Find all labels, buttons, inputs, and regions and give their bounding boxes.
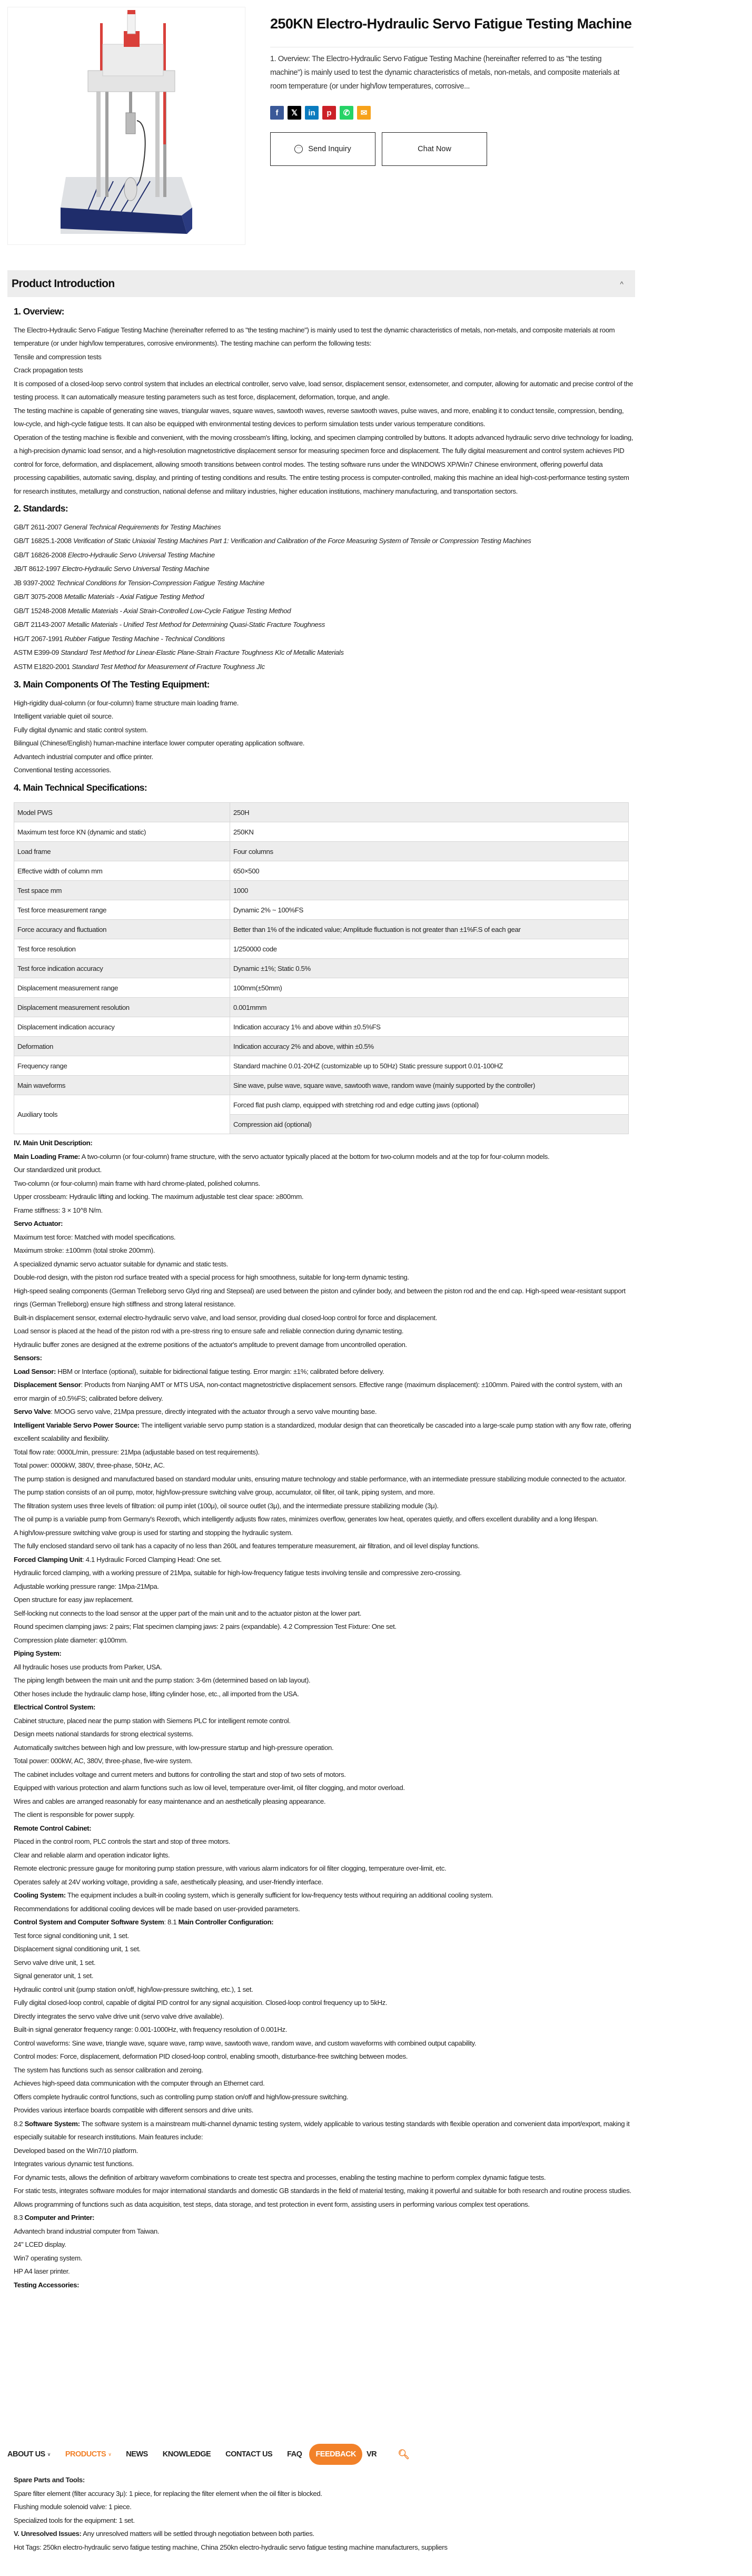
spec-row xyxy=(14,1076,629,1095)
nav-item-news[interactable]: NEWS xyxy=(126,2450,148,2459)
overview-paragraph: Tensile and compression tests xyxy=(14,352,102,361)
spec-value: Four columns xyxy=(230,842,629,861)
testing-accessories-heading: Testing Accessories: xyxy=(14,2280,80,2289)
overview-heading: 1. Overview: xyxy=(14,306,64,317)
control-item: Built-in signal generator frequency range: 0.001-1000Hz, with frequency resolution of 0.001Hz. xyxy=(14,2026,288,2033)
pinterest-icon[interactable]: p xyxy=(322,106,336,120)
electrical-item: Automatically switches between high and low pressure, with low-pressure startup and high-pressure operation. xyxy=(14,1743,334,1752)
chevron-up-icon[interactable]: ^ xyxy=(620,279,624,288)
spec-value: Dynamic 2% ~ 100%FS xyxy=(230,900,629,920)
electrical-item: Design meets national standards for strong electrical systems. xyxy=(14,1730,194,1738)
spec-value: 1000 xyxy=(230,881,629,900)
actuator-item: A specialized dynamic servo actuator suitable for dynamic and static tests. xyxy=(14,1260,228,1268)
spare-parts-heading: Spare Parts and Tools: xyxy=(14,2476,85,2484)
clamp-item: Open structure for easy jaw replacement. xyxy=(14,1596,134,1604)
feedback-button[interactable]: FEEDBACK xyxy=(309,2444,362,2465)
standard-item: HG/T 2067-1991 Rubber Fatigue Testing Machine - Technical Conditions xyxy=(14,634,225,643)
piping-item: All hydraulic hoses use products from Parker, USA. xyxy=(14,1663,162,1671)
cooling-item: Recommendations for additional cooling devices will be made based on user-provided parameters. xyxy=(14,1904,300,1913)
clamp-item: Round specimen clamping jaws: 2 pairs; Flat specimen clamping jaws: 2 pairs (expandable). 4.2 Compression Test Fixture: One set. xyxy=(14,1623,397,1630)
spec-row xyxy=(14,822,629,842)
spare-parts-list xyxy=(14,2487,635,2528)
spec-key: Displacement indication accuracy xyxy=(14,1017,230,1037)
electrical-item: Equipped with various protection and alarm functions such as low oil level, temperature over-limit, oil filter clogging, and motor overload. xyxy=(14,1784,405,1792)
control-item: Control waveforms: Sine wave, triangle wave, square wave, ramp wave, sawtooth wave, random wave, and custom waveforms with combined output capability. xyxy=(14,2039,477,2047)
component-item: Advantech industrial computer and office printer. xyxy=(14,752,153,761)
spec-row xyxy=(14,1037,629,1056)
overview-body xyxy=(14,323,635,498)
spare-item: Flushing module solenoid valve: 1 piece. xyxy=(14,2503,132,2511)
spec-key: Test force indication accuracy xyxy=(14,959,230,978)
overview-paragraph: Operation of the testing machine is flexible and convenient, with the moving crossbeam's lifting, locking, and specimen clamping controlled by buttons. It adopts advanced hydraulic servo drive technology for loading, a high-precision dynamic load sensor, and a high-resolution magnetostrictive displacement sensor for measuring specimen force and displacement. The fully digital measurement and control system achieves PID control for force, deformation, and displacement, allowing smooth transitions between control modes. The testing software runs under the WINDOWS XP/Win7 Chinese environment, offering powerful data processing capabilities, automatic saving, display, and printing of testing conditions and results. The entire testing process is computer-controlled, making this machine an ideal high-cost-performance testing system for research institutes, metallurgy and construction, national defense and military industries, higher education institutions, machinery manufacturing, and transportation sectors. xyxy=(14,433,634,495)
standard-item: JB/T 8612-1997 Electro-Hydraulic Servo Universal Testing Machine xyxy=(14,565,210,573)
spec-value: 650×500 xyxy=(230,861,629,881)
servo-actuator-heading: Servo Actuator: xyxy=(14,1220,63,1227)
spec-value: 100mm(±50mm) xyxy=(230,978,629,998)
product-image[interactable] xyxy=(7,7,245,245)
piping-item: Other hoses include the hydraulic clamp hose, lifting cylinder hose, etc., all imported from the USA. xyxy=(14,1689,299,1698)
spec-key: Maximum test force KN (dynamic and static) xyxy=(14,822,230,842)
spec-value: 250H xyxy=(230,803,629,822)
chat-bubble-icon: ··· xyxy=(294,145,303,153)
send-inquiry-label: Send Inquiry xyxy=(308,145,351,153)
main-loading-frame: Main Loading Frame: A two-column (or four-column) frame structure, with the servo actuator typically placed at the bottom for two-column models and at the top for four-column models. xyxy=(14,1152,550,1161)
frame-item: Our standardized unit product. xyxy=(14,1166,102,1174)
send-inquiry-button[interactable] xyxy=(270,132,375,166)
clamp-item: Adjustable working pressure range: 1Mpa-21Mpa. xyxy=(14,1582,159,1590)
overview-paragraph: The testing machine is capable of generating sine waves, triangular waves, square waves, sawtooth waves, reverse sawtooth waves, pulse waves, and more, enabling it to conduct tensile, compression, bending, low-cycle, and high-cycle fatigue tests. It can also be equipped with environmental testing devices to perform simulation tests under various temperature conditions. xyxy=(14,406,624,428)
actuator-item: Maximum stroke: ±100mm (total stroke 200mm). xyxy=(14,1246,155,1254)
spec-key: Displacement measurement resolution xyxy=(14,998,230,1017)
load-sensor: Load Sensor: HBM or Interface (optional), suitable for bidirectional fatigue testing. Error margin: ±1%; calibrated before delivery. xyxy=(14,1367,384,1375)
piping-item: The piping length between the main unit and the pump station: 3-6m (determined based on lab layout). xyxy=(14,1676,311,1684)
components-heading: 3. Main Components Of The Testing Equipment: xyxy=(14,679,210,690)
software-item: For static tests, integrates software modules for major international standards and domestic GB standards in the field of material testing, making it powerful and suitable for both research and routine process studies. xyxy=(14,2187,631,2195)
control-item: Displacement signal conditioning unit, 1 set. xyxy=(14,1945,141,1953)
control-item: The system has functions such as sensor calibration and zeroing. xyxy=(14,2066,203,2074)
standard-item: ASTM E399-09 Standard Test Method for Linear-Elastic Plane-Strain Fracture Toughness KIc of Metallic Materials xyxy=(14,648,344,656)
software-system: 8.2 Software System: The software system is a mainstream multi-channel dynamic testing system, widely applicable to various testing standards with flexible operation and convenient data import/export, making it especially suitable for research institutions. Main features include: xyxy=(14,2119,630,2141)
power-source: Intelligent Variable Servo Power Source: The intelligent variable servo pump station is a standardized, modular design that can theoretically be cascaded into a large-scale pump station with any flow rate, offering excellent scalability and flexibility. xyxy=(14,1421,631,1442)
testing-machine-illustration xyxy=(8,7,245,244)
bottom-content xyxy=(14,2473,635,2554)
spec-key: Force accuracy and fluctuation xyxy=(14,920,230,939)
control-item: Fully digital closed-loop control, capable of digital PID control for any signal acquisition. Closed-loop control frequency up to 5kHz. xyxy=(14,1999,388,2007)
remote-item: Clear and reliable alarm and operation indicator lights. xyxy=(14,1851,170,1859)
actuator-item: Load sensor is placed at the head of the piston rod with a pre-stress ring to ensure safe and reliable connection during dynamic testing. xyxy=(14,1327,404,1335)
spec-row xyxy=(14,900,629,920)
actuator-item: Built-in displacement sensor, external electro-hydraulic servo valve, and load sensor, providing dual closed-loop control for force and displacement. xyxy=(14,1313,438,1322)
standards-list xyxy=(14,520,635,674)
spec-row xyxy=(14,978,629,998)
spec-row xyxy=(14,1095,629,1115)
facebook-icon[interactable]: f xyxy=(270,106,284,120)
component-item: Fully digital dynamic and static control system. xyxy=(14,725,148,734)
spec-value: 250KN xyxy=(230,822,629,842)
component-item: Intelligent variable quiet oil source. xyxy=(14,712,114,720)
hot-tags: Hot Tags: 250kn electro-hydraulic servo fatigue testing machine, China 250kn electro-hydraulic servo fatigue testing machine manufacturers, suppliers xyxy=(14,2543,448,2551)
spec-row xyxy=(14,803,629,822)
chevron-down-icon: ∨ xyxy=(108,2451,112,2457)
product-description xyxy=(14,303,635,2292)
spec-value: Indication accuracy 2% and above, within ±0.5% xyxy=(230,1037,629,1056)
nav-item-products[interactable]: PRODUCTS ∨ xyxy=(65,2450,112,2459)
spec-row xyxy=(14,1017,629,1037)
control-item: Provides various interface boards compatible with different sensors and drive units. xyxy=(14,2106,253,2114)
actuator-item: High-speed sealing components (German Trelleborg servo Glyd ring and Stepseal) are used between the piston and cylinder body, and between the piston rod and the end cap. High-speed wear-resistant support rings (German Trelleborg) ensure high stiffness and strong lateral resistance. xyxy=(14,1286,626,1308)
spec-value: Standard machine 0.01-20HZ (customizable up to 50Hz) Static pressure support 0.01-100HZ xyxy=(230,1056,629,1076)
spec-row xyxy=(14,959,629,978)
spec-row xyxy=(14,939,629,959)
nav-item-knowledge[interactable]: KNOWLEDGE xyxy=(162,2450,211,2459)
spec-value: Better than 1% of the indicated value; Amplitude fluctuation is not greater than ±1%F.S of each gear xyxy=(230,920,629,939)
sensors-heading: Sensors: xyxy=(14,1354,42,1362)
spare-item: Spare filter element (filter accuracy 3μ): 1 piece, for replacing the filter element when the oil filter is blocked. xyxy=(14,2489,322,2498)
remote-item: Placed in the control room, PLC controls the start and stop of three motors. xyxy=(14,1837,231,1845)
spec-value: Indication accuracy 1% and above within ±0.5%FS xyxy=(230,1017,629,1037)
software-item: Developed based on the Win7/10 platform. xyxy=(14,2146,138,2155)
nav-item-contact-us[interactable]: CONTACT US xyxy=(225,2450,273,2459)
electrical-item: Cabinet structure, placed near the pump station with Siemens PLC for intelligent remote control. xyxy=(14,1716,291,1725)
power-item: Total flow rate: 0000L/min, pressure: 21Mpa (adjustable based on test requirements). xyxy=(14,1448,260,1456)
actuator-item: Double-rod design, with the piston rod surface treated with a special process for high smoothness, suitable for long-term dynamic testing. xyxy=(14,1273,409,1281)
spec-value: Compression aid (optional) xyxy=(230,1115,629,1134)
actuator-item: Hydraulic buffer zones are designed at the extreme positions of the actuator's amplitude to prevent damage from uncontrolled operation. xyxy=(14,1340,407,1349)
overview-paragraph: The Electro-Hydraulic Servo Fatigue Testing Machine (hereinafter referred to as "the testing machine") is mainly used to test the dynamic characteristics of metals, non-metals, and composite materials at room temperature (or under high/low temperatures, corrosive environments). The testing machine can perform the following tests: xyxy=(14,326,615,347)
piping-heading: Piping System: xyxy=(14,1649,62,1657)
product-header xyxy=(0,0,752,253)
power-item: The pump station is designed and manufactured based on standard modular units, ensuring mature technology and stable performance, with an intermediate pressure stabilizing module connected to the actuator. xyxy=(14,1474,626,1483)
overview-paragraph: It is composed of a closed-loop servo control system that includes an electrical controller, servo valve, load sensor, displacement sensor, extensometer, and computer, allowing for automatic and precise control of the testing process. It can automatically measure testing parameters such as test force, displacement, deformation, torque, and angle. xyxy=(14,379,634,401)
nav-item-about-us[interactable]: ABOUT US ∨ xyxy=(7,2450,51,2459)
whatsapp-icon[interactable]: ✆ xyxy=(340,106,353,120)
power-item: A high/low-pressure switching valve group is used for starting and stopping the hydraulic system. xyxy=(14,1528,293,1537)
spare-item: Specialized tools for the equipment: 1 set. xyxy=(14,2516,135,2524)
share-bar xyxy=(270,106,371,120)
spec-key: Test force measurement range xyxy=(14,900,230,920)
chat-now-label: Chat Now xyxy=(418,145,451,153)
main-unit-description xyxy=(14,1136,635,2292)
software-item: For dynamic tests, allows the definition of arbitrary waveform combinations to create test spectra and processes, enabling the testing machine to perform complex dynamic fatigue tests. xyxy=(14,2173,546,2181)
electrical-item: Wires and cables are arranged reasonably for easy maintenance and an aesthetically pleasing appearance. xyxy=(14,1797,326,1805)
control-item: Signal generator unit, 1 set. xyxy=(14,1972,94,1980)
frame-item: Frame stiffness: 3 × 10^8 N/m. xyxy=(14,1206,103,1214)
component-item: Conventional testing accessories. xyxy=(14,766,111,774)
remote-heading: Remote Control Cabinet: xyxy=(14,1824,92,1832)
electrical-heading: Electrical Control System: xyxy=(14,1703,96,1711)
spec-row xyxy=(14,842,629,861)
electrical-item: The cabinet includes voltage and current meters and buttons for controlling the start and stop of two sets of motors. xyxy=(14,1770,346,1778)
component-item: High-rigidity dual-column (or four-column) frame structure main loading frame. xyxy=(14,699,239,707)
power-item: The fully enclosed standard servo oil tank has a capacity of no less than 260L and features temperature measurement, air filtration, and oil level display functions. xyxy=(14,1542,480,1550)
computer-item: Advantech brand industrial computer from Taiwan. xyxy=(14,2227,160,2235)
control-heading: Control System and Computer Software System: 8.1 Main Controller Configuration: xyxy=(14,1918,274,1926)
standard-item: GB/T 15248-2008 Metallic Materials - Axial Strain-Controlled Low-Cycle Fatigue Testing Method xyxy=(14,606,291,615)
actuator-item: Maximum test force: Matched with model specifications. xyxy=(14,1233,176,1241)
spec-key: Load frame xyxy=(14,842,230,861)
standard-item: GB/T 16825.1-2008 Verification of Static Uniaxial Testing Machines Part 1: Verification and Calibration of the Force Measuring System of Tensile or Compression Testing Machines xyxy=(14,537,531,545)
forced-clamping-unit: Forced Clamping Unit: 4.1 Hydraulic Forced Clamping Head: One set. xyxy=(14,1555,222,1564)
standard-item: GB/T 21143-2007 Metallic Materials - Unified Test Method for Determining Quasi-Static Fracture Toughness xyxy=(14,621,325,628)
action-buttons xyxy=(270,132,487,166)
remote-item: Operates safely at 24V working voltage, providing a safe, aesthetically pleasing, and user-friendly interface. xyxy=(14,1877,323,1886)
remote-item: Remote electronic pressure gauge for monitoring pump station pressure, with various alarm indicators for oil filter clogging, temperature over-limit, etc. xyxy=(14,1864,447,1872)
spec-key: Frequency range xyxy=(14,1056,230,1076)
spec-value: Sine wave, pulse wave, square wave, sawtooth wave, random wave (mainly supported by the controller) xyxy=(230,1076,629,1095)
spec-row xyxy=(14,998,629,1017)
spec-key: Deformation xyxy=(14,1037,230,1056)
spec-value: 0.001mmm xyxy=(230,998,629,1017)
servo-valve: Servo Valve: MOOG servo valve, 21Mpa pressure, directly integrated with the actuator through a servo valve mounting base. xyxy=(14,1408,377,1415)
electrical-item: Total power: 000kW, AC, 380V, three-phase, five-wire system. xyxy=(14,1757,193,1765)
spec-key: Test space mm xyxy=(14,881,230,900)
clamp-item: Hydraulic forced clamping, with a working pressure of 21Mpa, suitable for high-low-frequency fatigue tests involving tensile and compressive zero-crossing. xyxy=(14,1569,462,1577)
control-item: Achieves high-speed data communication with the computer through an Ethernet card. xyxy=(14,2079,265,2087)
product-title: 250KN Electro-Hydraulic Servo Fatigue Testing Machine xyxy=(270,16,632,32)
spec-key: Test force resolution xyxy=(14,939,230,959)
specs-heading: 4. Main Technical Specifications: xyxy=(14,782,147,793)
spec-row xyxy=(14,861,629,881)
standard-item: GB/T 16826-2008 Electro-Hydraulic Servo Universal Testing Machine xyxy=(14,550,215,559)
control-item: Test force signal conditioning unit, 1 set. xyxy=(14,1931,129,1940)
standard-item: ASTM E1820-2001 Standard Test Method for Measurement of Fracture Toughness JIc xyxy=(14,662,265,671)
cooling-system: Cooling System: The equipment includes a built-in cooling system, which is generally sufficient for low-frequency tests without requiring an additional cooling system. xyxy=(14,1891,493,1899)
spec-key: Auxiliary tools xyxy=(14,1095,230,1134)
power-item: The filtration system uses three levels of filtration: oil pump inlet (100μ), oil source outlet (3μ), and the intermediate pressure stabilizing module (3μ). xyxy=(14,1501,439,1510)
control-item: Servo valve drive unit, 1 set. xyxy=(14,1958,96,1967)
control-item: Directly integrates the servo valve drive unit (servo valve drive available). xyxy=(14,2012,224,2020)
product-introduction-header[interactable] xyxy=(7,270,635,297)
control-item: Offers complete hydraulic control functions, such as controlling pump station on/off and high/low-pressure switching. xyxy=(14,2092,349,2101)
specs-table xyxy=(14,802,629,1134)
spec-value: 1/250000 code xyxy=(230,939,629,959)
nav-item-faq[interactable]: FAQ xyxy=(287,2450,302,2459)
electrical-item: The client is responsible for power supply. xyxy=(14,1811,135,1818)
spec-key: Displacement measurement range xyxy=(14,978,230,998)
frame-item: Two-column (or four-column) main frame with hard chrome-plated, polished columns. xyxy=(14,1179,260,1187)
x-twitter-icon[interactable]: 𝕏 xyxy=(288,106,301,120)
chevron-down-icon: ∨ xyxy=(47,2451,51,2457)
unit-heading: IV. Main Unit Description: xyxy=(14,1139,93,1147)
standard-item: GB/T 2611-2007 General Technical Requirements for Testing Machines xyxy=(14,523,221,531)
spec-row xyxy=(14,920,629,939)
search-icon[interactable]: 🔍︎ xyxy=(398,2449,410,2460)
computer-heading: 8.3 Computer and Printer: xyxy=(14,2214,95,2221)
standards-heading: 2. Standards: xyxy=(14,503,68,514)
main-nav xyxy=(0,2443,527,2466)
computer-item: 24" LCED display. xyxy=(14,2240,66,2248)
spec-value: Forced flat push clamp, equipped with stretching rod and edge cutting jaws (optional) xyxy=(230,1095,629,1115)
section-title: Product Introduction xyxy=(12,277,115,290)
chat-now-button[interactable] xyxy=(382,132,487,166)
power-item: The pump station consists of an oil pump, motor, high/low-pressure switching valve group, accumulator, oil filter, oil tank, piping system, and more. xyxy=(14,1488,435,1496)
control-item: Hydraulic control unit (pump station on/off, high/low-pressure switching, etc.), 1 set. xyxy=(14,1985,253,1993)
linkedin-icon[interactable]: in xyxy=(305,106,319,120)
spec-row xyxy=(14,1056,629,1076)
standard-item: GB/T 3075-2008 Metallic Materials - Axial Fatigue Testing Method xyxy=(14,593,204,601)
clamp-item: Self-locking nut connects to the load sensor at the upper part of the main unit and to the actuator piston at the lower part. xyxy=(14,1609,362,1617)
software-item: Integrates various dynamic test functions. xyxy=(14,2160,134,2168)
nav-item-vr[interactable]: VR xyxy=(367,2450,377,2459)
spec-value: Dynamic ±1%; Static 0.5% xyxy=(230,959,629,978)
computer-item: Win7 operating system. xyxy=(14,2254,83,2262)
displacement-sensor: Displacement Sensor: Products from Nanjing AMT or MTS USA, non-contact magnetostrictive displacement sensors. Effective range (maximum displacement): ±100mm. Paired with the control system, with an error margin of ±0.5%FS; calibrated before delivery. xyxy=(14,1381,622,1402)
standard-item: JB 9397-2002 Technical Conditions for Tension-Compression Fatigue Testing Machine xyxy=(14,578,264,587)
spec-key: Model PWS xyxy=(14,803,230,822)
spec-key: Main waveforms xyxy=(14,1076,230,1095)
components-list xyxy=(14,696,635,777)
overview-paragraph: Crack propagation tests xyxy=(14,366,83,374)
frame-item: Upper crossbeam: Hydraulic lifting and locking. The maximum adjustable test clear space: ≥800mm. xyxy=(14,1193,304,1201)
spec-key: Effective width of column mm xyxy=(14,861,230,881)
clamp-item: Compression plate diameter: φ100mm. xyxy=(14,1636,128,1644)
component-item: Bilingual (Chinese/English) human-machine interface lower computer operating application software. xyxy=(14,739,305,747)
control-item: Control modes: Force, displacement, deformation PID closed-loop control, enabling smooth, disturbance-free switching between modes. xyxy=(14,2052,408,2060)
unresolved-issues: V. Unresolved Issues: Any unresolved matters will be settled through negotiation between both parties. xyxy=(14,2530,314,2538)
email-icon[interactable]: ✉ xyxy=(357,106,371,120)
power-item: The oil pump is a variable pump from Germany's Rexroth, which intelligently adjusts flow rates, minimizes overflow, generates low heat, operates quietly, and offers excellent durability and a long lifespan. xyxy=(14,1515,598,1523)
power-item: Total power: 0000kW, 380V, three-phase, 50Hz, AC. xyxy=(14,1461,165,1469)
computer-item: HP A4 laser printer. xyxy=(14,2267,70,2275)
product-summary: 1. Overview: The Electro-Hydraulic Servo Fatigue Testing Machine (hereinafter referred to as "the testing machine") is mainly used to test the dynamic characteristics of metals, non-metals, and composite materials at room temperature (or under high/low temperatures, corrosive... xyxy=(270,55,620,91)
software-item: Allows programming of functions such as data acquisition, test steps, data storage, and test protection in event form, assisting users in performing various complex test operations. xyxy=(14,2200,530,2208)
spec-row xyxy=(14,881,629,900)
